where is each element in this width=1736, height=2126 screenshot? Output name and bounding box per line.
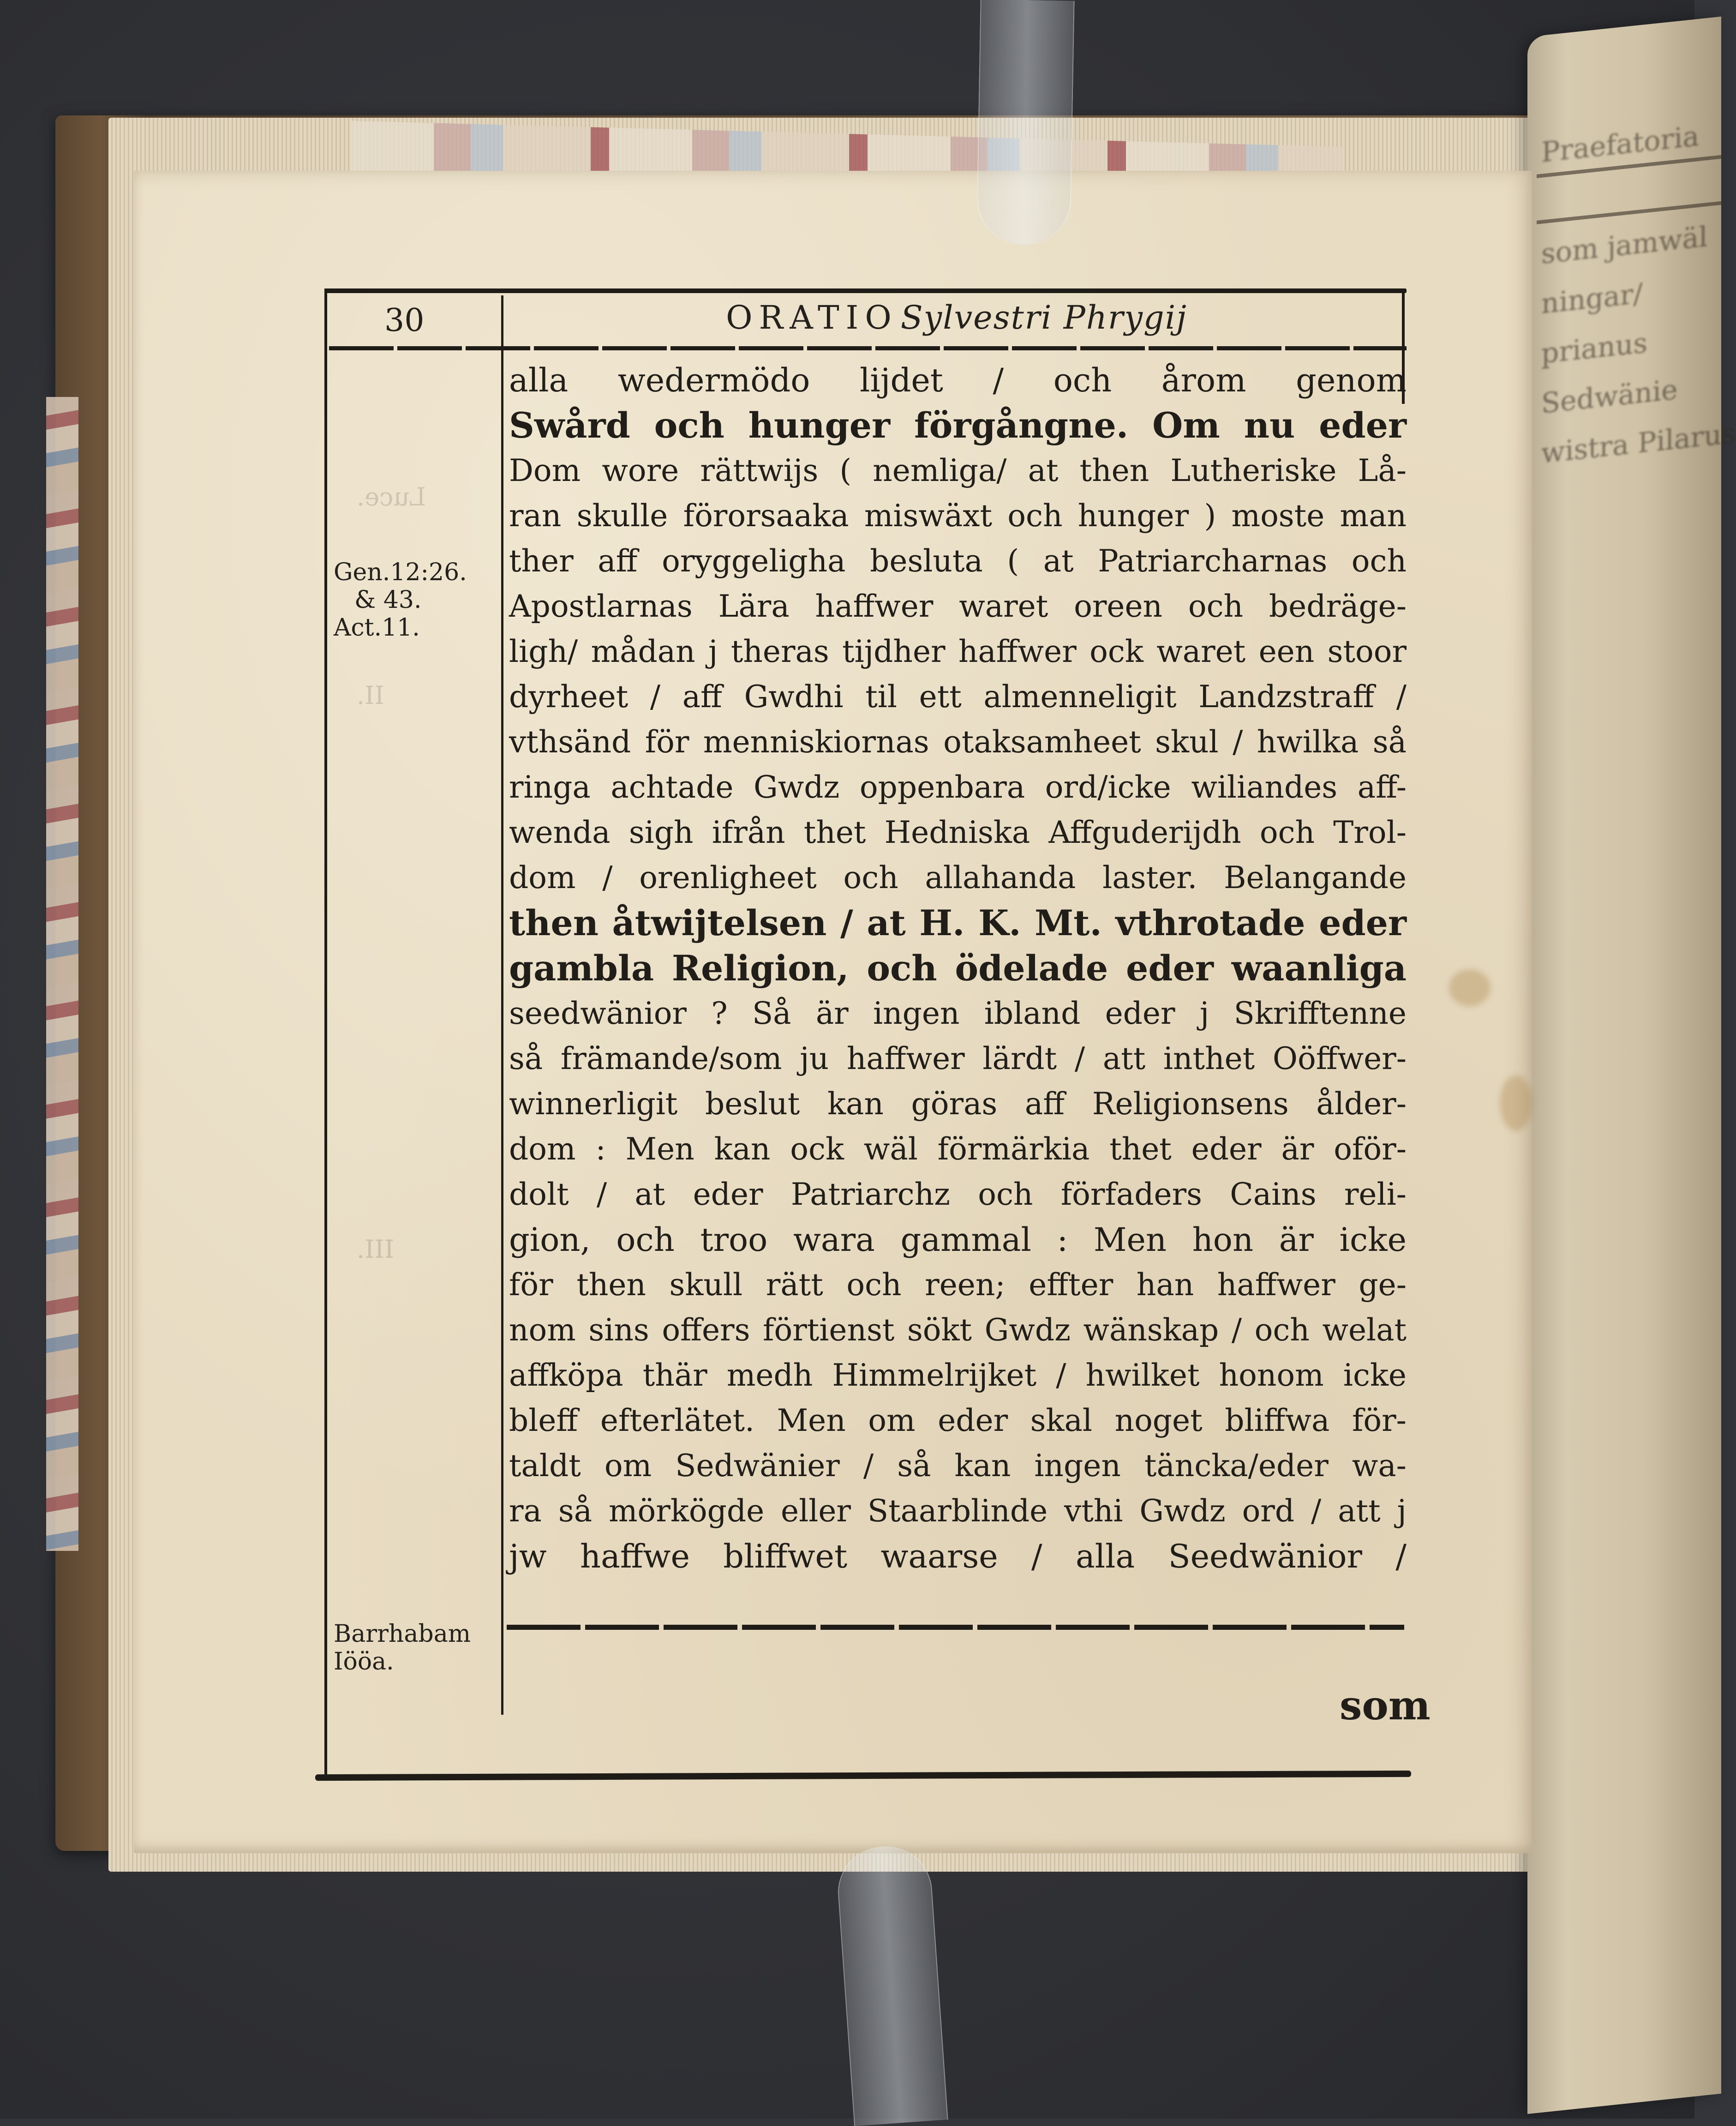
body-text [509,358,1407,1579]
text-foot-rule [507,1625,1404,1630]
facing-line: ningar/ [1541,277,1643,320]
text-line: taldt om Sedwänier / så kan ingen täncka/eder wa- [509,1448,1407,1483]
running-head-subtitle: Sylvestri Phrygij [900,299,1187,336]
frame-rule-left [324,288,327,1777]
marbled-endpaper-edge [46,397,78,1551]
catchword: som [1340,1682,1431,1729]
ink-showthrough: Luce. [357,482,426,511]
text-line: wenda sigh ifrån thet Hedniska Affguderijdh och Trol- [509,815,1407,850]
text-line: dom / orenligheet och allahanda laster. Belangande [509,860,1407,895]
facing-running-head: Praefatoria [1541,120,1700,169]
foxing-stain [1500,1075,1532,1131]
foxing-stain [1449,969,1491,1006]
text-line: nom sins offers förtienst sökt Gwdz wänskap / och welat [509,1312,1407,1348]
page-number: 30 [384,302,425,339]
margin-note-line: Barrhabam [334,1620,471,1648]
margin-note-line: Gen.12:26. [334,559,467,586]
text-line: ringa achtade Gwdz oppenbara ord/icke wiliandes aff- [509,769,1407,805]
facing-page [1527,17,1736,2114]
facing-line: wistra Pilarus [1541,417,1736,470]
text-line: gambla Religion, och ödelade eder waanliga [509,948,1407,989]
page-holder-clip-bottom [835,1844,948,2126]
margin-column-rule [501,295,503,1715]
running-head-rule [329,346,1407,350]
facing-page-text [1541,212,1736,479]
frame-rule-bottom [315,1771,1411,1781]
text-line: Swård och hunger förgångne. Om nu eder [509,405,1407,446]
text-line: affköpa thär medh Himmelrijket / hwilket honom icke [509,1357,1407,1393]
frame-rule-top [324,288,1407,293]
text-line: ra så mörkögde eller Staarblinde vthi Gwdz ord / att j [509,1493,1407,1529]
text-line: ran skulle förorsaaka miswäxt och hunger ) moste man [509,498,1407,534]
text-line: Apostlarnas Lära haffwer waret oreen och bedräge- [509,589,1407,624]
text-line: ther aff oryggeligha besluta ( at Patriarcharnas och [509,543,1407,579]
printed-text-frame [315,288,1431,1779]
facing-line: som jamwäl [1541,220,1708,270]
text-line: för then skull rätt och reen; effter han haffwer ge- [509,1267,1407,1303]
facing-line: Sedwänie [1541,373,1678,420]
text-line: winnerligit beslut kan göras aff Religionsens ålder- [509,1086,1407,1122]
text-line: seedwänior ? Så är ingen ibland eder j Skrifftenne [509,996,1407,1031]
margin-note-line: Iööa. [334,1648,394,1676]
ink-showthrough: III. [357,1235,395,1264]
margin-note-line: Act.11. [334,614,420,642]
facing-line: prianus [1541,326,1648,370]
text-line: dolt / at eder Patriarchz och förfaders Cains reli- [509,1177,1407,1212]
text-line: dyrheet / aff Gwdhi til ett almenneligit Landzstraff / [509,679,1407,715]
text-line: alla wedermödo lijdet / och årom genom [509,361,1407,399]
text-line: bleff efterlätet. Men om eder skal noget bliffwa för- [509,1403,1407,1438]
margin-note-reference [334,1620,495,1676]
running-head [509,299,1404,336]
text-line: ligh/ mådan j theras tijdher haffwer ock waret een stoor [509,634,1407,669]
text-line: så främande/som ju haffwer lärdt / att inthet Oöffwer- [509,1041,1407,1076]
text-line: jw haffwe bliffwet waarse / alla Seedwänior / [509,1537,1407,1575]
running-head-title: ORATIO [726,299,898,336]
page-holder-clip-top [976,0,1074,246]
text-line: dom : Men kan ock wäl förmärkia thet eder är oför- [509,1131,1407,1167]
margin-note-scripture [334,559,495,642]
text-line: gion, och troo wara gammal : Men hon är icke [509,1221,1407,1259]
text-line: then åtwijtelsen / at H. K. Mt. vthrotade eder [509,902,1407,943]
text-line: vthsänd för menniskiornas otaksamheet skul / hwilka så [509,724,1407,760]
margin-note-line: & 43. [354,586,422,614]
ink-showthrough: II. [357,681,384,710]
text-line: Dom wore rättwijs ( nemliga/ at then Lutheriske Lå- [509,453,1407,488]
